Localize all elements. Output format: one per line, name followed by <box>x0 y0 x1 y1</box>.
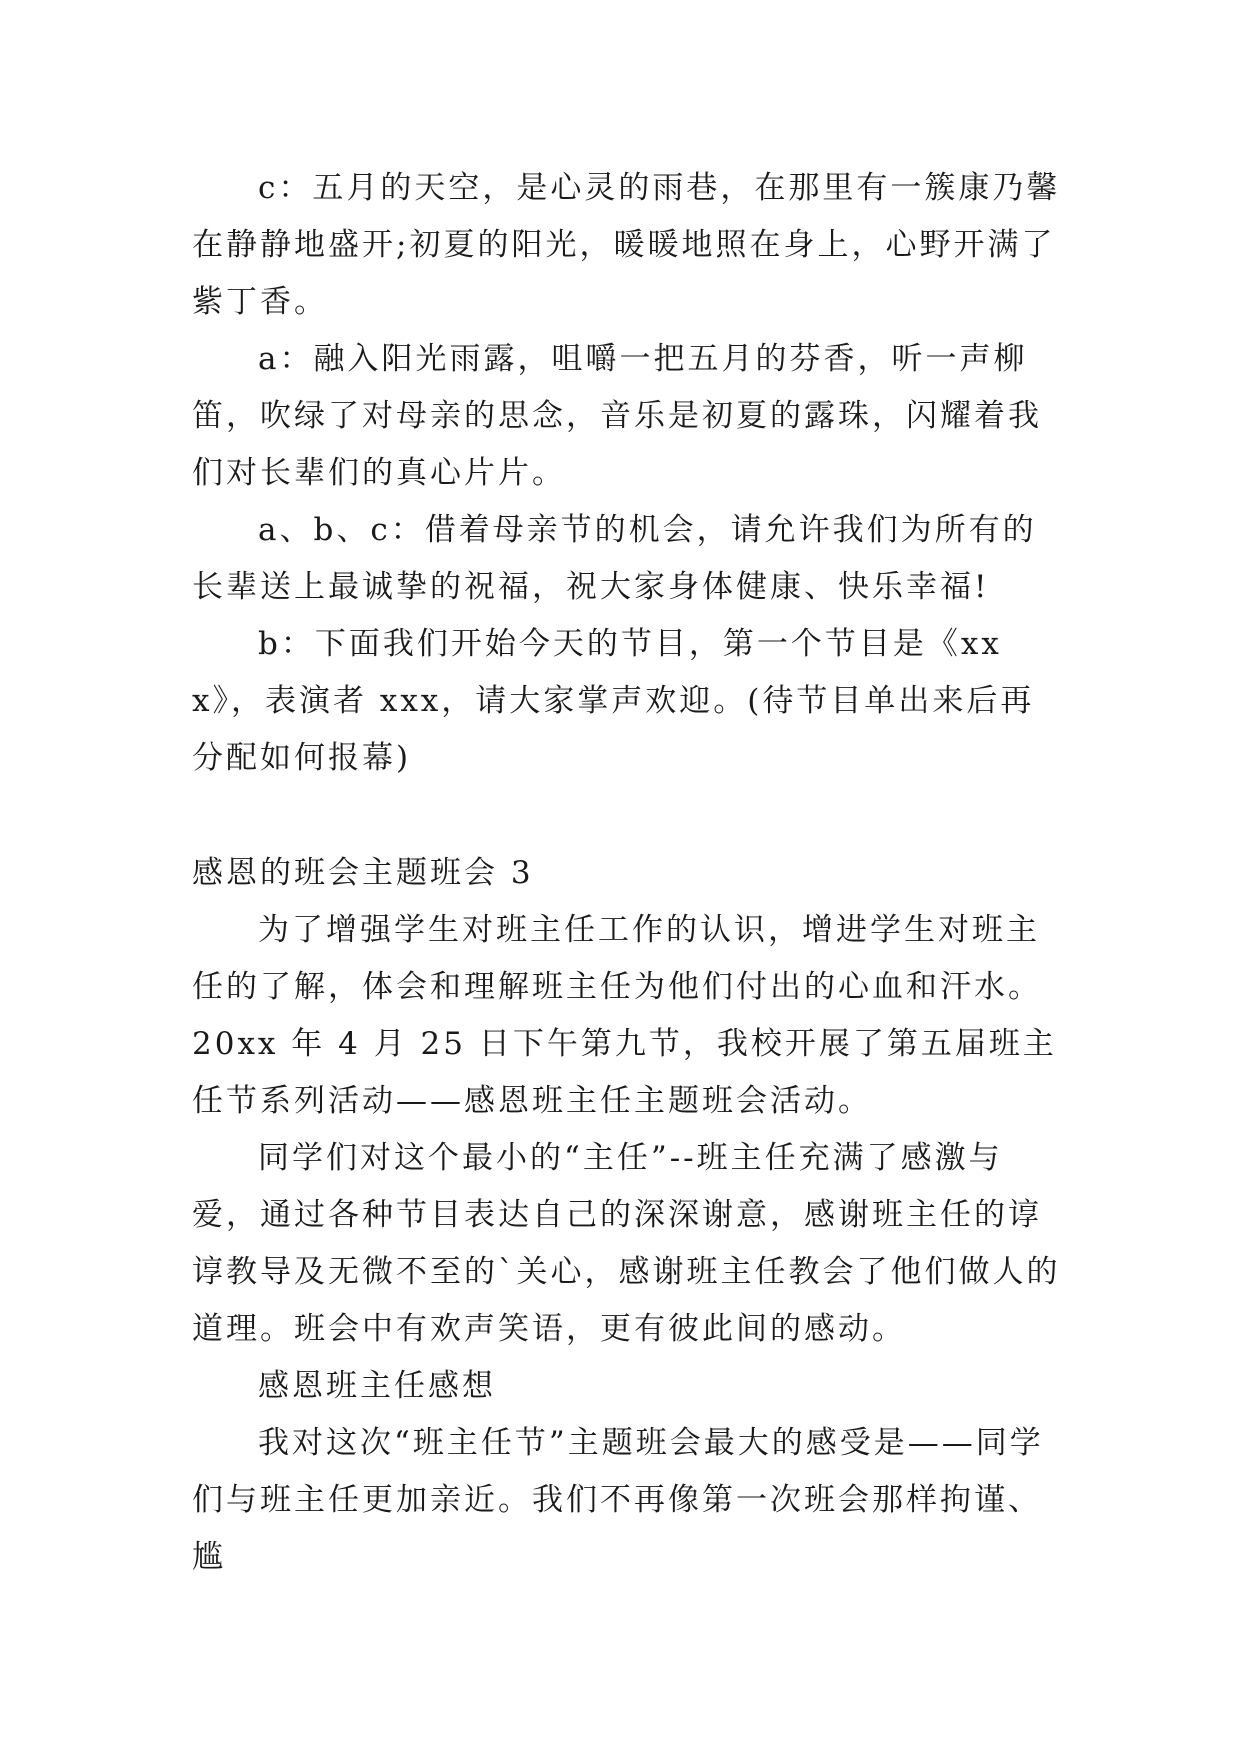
section-gap <box>192 787 1062 845</box>
paragraph-activity: 为了增强学生对班主任工作的认识，增进学生对班主任的了解，体会和理解班主任为他们付出的心血和汗水。20xx 年 4 月 25 日下午第九节，我校开展了第五届班主任节系列活动——感恩班主任主题班会活动。 <box>192 912 1057 1119</box>
section-title: 感恩的班会主题班会 3 <box>192 855 534 891</box>
paragraph-reflection: 我对这次“班主任节”主题班会最大的感受是——同学们与班主任更加亲近。我们不再像第一次班会那样拘谨、尴 <box>192 1425 1044 1575</box>
paragraph-a-intro: a：融入阳光雨露，咀嚼一把五月的芬香，听一声柳笛，吹绿了对母亲的思念，音乐是初夏的露珠，闪耀着我们对长辈们的真心片片。 <box>192 341 1042 491</box>
paragraph-c-intro: c：五月的天空，是心灵的雨巷，在那里有一簇康乃馨在静静地盛开;初夏的阳光，暖暖地照在身上，心野开满了紫丁香。 <box>192 170 1061 320</box>
paragraph-b-program: b：下面我们开始今天的节目，第一个节目是《xxx》，表演者 xxx，请大家掌声欢迎。(待节目单出来后再分配如何报幕) <box>192 626 1035 776</box>
subheading-reflection: 感恩班主任感想 <box>258 1368 496 1404</box>
paragraph-students: 同学们对这个最小的“主任”--班主任充满了感激与爱，通过各种节目表达自己的深深谢意，感谢班主任的谆谆教导及无微不至的`关心，感谢班主任教会了他们做人的道理。班会中有欢声笑语，更有彼此间的感动。 <box>192 1140 1061 1347</box>
paragraph-abc-blessing: a、b、c：借着母亲节的机会，请允许我们为所有的长辈送上最诚挚的祝福，祝大家身体健康、快乐幸福! <box>192 512 1037 605</box>
document-page <box>192 160 1062 1586</box>
